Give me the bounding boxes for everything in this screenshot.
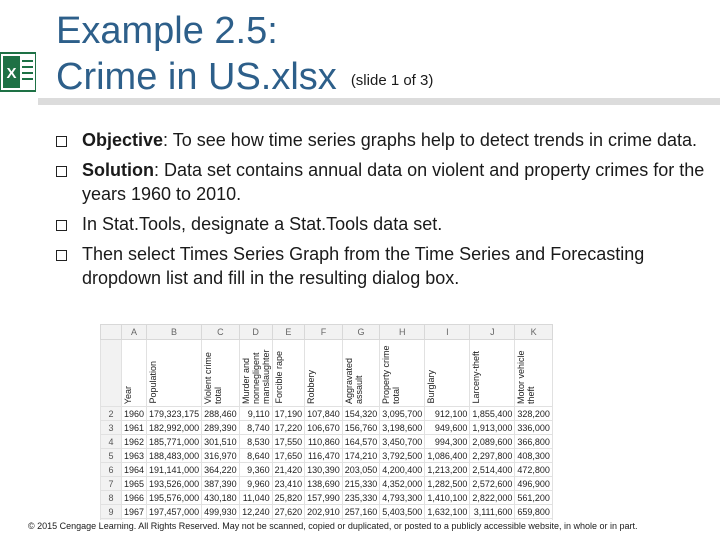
row-number [101,519,122,521]
table-row [101,519,553,521]
table-cell: 110,860 [305,435,343,449]
column-header: E [272,325,305,340]
table-cell: 336,000 [515,421,553,435]
table-cell: 1966 [122,491,147,505]
table-cell [515,519,553,521]
table-cell: 3,095,700 [380,407,425,421]
table-cell: 1,855,400 [470,407,515,421]
table-cell: 499,930 [202,505,240,519]
table-cell: 17,550 [272,435,305,449]
table-cell: 408,300 [515,449,553,463]
table-cell [272,519,305,521]
table-cell [122,519,147,521]
table-cell: 185,771,000 [147,435,202,449]
column-header: F [305,325,343,340]
table-cell: 116,470 [305,449,343,463]
field-header: Aggravated assault [342,340,380,407]
row-number: 8 [101,491,122,505]
table-cell: 191,141,000 [147,463,202,477]
table-cell: 496,900 [515,477,553,491]
table-row [101,435,553,449]
table-cell: 188,483,000 [147,449,202,463]
bullet-text: : Data set contains annual data on violent and property crimes for the years 1960 to 2010. [82,160,705,204]
bullet-box-icon [56,250,67,261]
table-cell: 156,760 [342,421,380,435]
bullet-text: : To see how time series graphs help to detect trends in crime data. [163,130,697,150]
table-cell [239,519,272,521]
table-cell: 1,282,500 [425,477,470,491]
title-filename: Crime in US.xlsx [56,56,337,98]
table-cell: 164,570 [342,435,380,449]
column-header: C [202,325,240,340]
table-row [101,505,553,519]
table-cell: 23,410 [272,477,305,491]
table-cell: 257,160 [342,505,380,519]
table-cell: 2,514,400 [470,463,515,477]
table-cell: 138,690 [305,477,343,491]
column-header: J [470,325,515,340]
corner-cell [101,325,122,340]
table-cell: 235,330 [342,491,380,505]
table-cell [202,519,240,521]
table-cell: 2,822,000 [470,491,515,505]
bullet-label: Solution [82,160,154,180]
table-row [101,463,553,477]
title-divider [38,98,720,105]
table-cell: 912,100 [425,407,470,421]
table-cell [470,519,515,521]
bullet-box-icon [56,220,67,231]
bullet-box-icon [56,166,67,177]
slide-title [56,8,433,108]
column-header: G [342,325,380,340]
table-cell: 195,576,000 [147,491,202,505]
table-cell: 17,220 [272,421,305,435]
table-cell: 5,403,500 [380,505,425,519]
table-cell [147,519,202,521]
table-cell: 25,820 [272,491,305,505]
table-cell: 8,640 [239,449,272,463]
table-cell [425,519,470,521]
table-cell: 203,050 [342,463,380,477]
table-cell: 8,530 [239,435,272,449]
table-cell: 288,460 [202,407,240,421]
table-row [101,477,553,491]
table-cell: 316,970 [202,449,240,463]
bullet-objective [52,128,712,152]
bullet-solution [52,158,712,206]
field-header: Year [122,340,147,407]
table-cell: 11,040 [239,491,272,505]
table-cell: 387,390 [202,477,240,491]
table-cell: 2,572,600 [470,477,515,491]
bullet-select [52,242,712,290]
bullet-box-icon [56,136,67,147]
table-cell: 366,800 [515,435,553,449]
table-cell: 157,990 [305,491,343,505]
column-header: B [147,325,202,340]
table-cell: 9,360 [239,463,272,477]
table-cell: 1962 [122,435,147,449]
table-cell: 472,800 [515,463,553,477]
field-header: Population [147,340,202,407]
table-cell [342,519,380,521]
table-row [101,421,553,435]
table-cell: 3,111,600 [470,505,515,519]
table-cell [380,519,425,521]
table-cell: 215,330 [342,477,380,491]
table-cell: 4,200,400 [380,463,425,477]
table-cell: 1,632,100 [425,505,470,519]
field-header: Violent crime total [202,340,240,407]
row-number: 9 [101,505,122,519]
row-number: 6 [101,463,122,477]
table-cell: 659,800 [515,505,553,519]
title-line-1: Example 2.5: [56,10,278,52]
bullet-designate [52,212,712,236]
table-row [101,491,553,505]
row-number: 2 [101,407,122,421]
row-number: 5 [101,449,122,463]
table-cell: 17,190 [272,407,305,421]
table-cell: 1,213,200 [425,463,470,477]
table-cell: 4,352,000 [380,477,425,491]
row-number [101,340,122,407]
table-cell: 9,110 [239,407,272,421]
table-cell: 179,323,175 [147,407,202,421]
table-cell: 1,913,000 [470,421,515,435]
bullet-list [52,128,712,296]
table-cell: 3,792,500 [380,449,425,463]
table-cell: 1,086,400 [425,449,470,463]
row-number: 3 [101,421,122,435]
table-cell: 3,198,600 [380,421,425,435]
table-cell: 174,210 [342,449,380,463]
table-cell: 27,620 [272,505,305,519]
field-header: Motor vehicle theft [515,340,553,407]
column-header: I [425,325,470,340]
table-cell: 17,650 [272,449,305,463]
table-cell: 106,670 [305,421,343,435]
table-cell: 107,840 [305,407,343,421]
table-cell: 182,992,000 [147,421,202,435]
bullet-text: Then select Times Series Graph from the Time Series and Forecasting dropdown list and fill in the resulting dialog box. [82,244,645,288]
table-cell: 328,200 [515,407,553,421]
table-cell: 8,740 [239,421,272,435]
field-header: Property crime total [380,340,425,407]
table-cell: 202,910 [305,505,343,519]
table-cell [305,519,343,521]
field-header: Larceny-theft [470,340,515,407]
row-number: 4 [101,435,122,449]
copyright-notice: © 2015 Cengage Learning. All Rights Reserved. May not be scanned, copied or duplicated, or posted to a publicly accessible website, in whole or in part. [28,521,638,531]
table-row [101,407,553,421]
table-cell: 1961 [122,421,147,435]
column-header: A [122,325,147,340]
table-cell: 3,450,700 [380,435,425,449]
spreadsheet-body [101,407,553,521]
table-cell: 193,526,000 [147,477,202,491]
column-header: K [515,325,553,340]
table-cell: 154,320 [342,407,380,421]
table-cell: 301,510 [202,435,240,449]
table-cell: 364,220 [202,463,240,477]
table-cell: 994,300 [425,435,470,449]
bullet-text: In Stat.Tools, designate a Stat.Tools data set. [82,214,443,234]
table-cell: 561,200 [515,491,553,505]
table-cell: 9,960 [239,477,272,491]
table-cell: 289,390 [202,421,240,435]
table-cell: 130,390 [305,463,343,477]
column-header: D [239,325,272,340]
table-cell: 12,240 [239,505,272,519]
title-subtitle: (slide 1 of 3) [350,72,434,89]
table-cell: 1965 [122,477,147,491]
column-header: H [380,325,425,340]
bullet-label: Objective [82,130,164,150]
table-cell: 1964 [122,463,147,477]
table-cell: 430,180 [202,491,240,505]
field-header: Burglary [425,340,470,407]
table-cell: 2,089,600 [470,435,515,449]
spreadsheet-screenshot [100,324,600,520]
table-cell: 949,600 [425,421,470,435]
field-header: Murder and nonnegligent manslaughter [239,340,272,407]
field-header: Forcible rape [272,340,305,407]
table-cell: 4,793,300 [380,491,425,505]
table-cell: 2,297,800 [470,449,515,463]
table-cell: 1,410,100 [425,491,470,505]
table-row [101,449,553,463]
row-number: 7 [101,477,122,491]
table-cell: 1967 [122,505,147,519]
table-cell: 197,457,000 [147,505,202,519]
table-cell: 21,420 [272,463,305,477]
field-header: Robbery [305,340,343,407]
excel-icon-letter: X [6,65,17,82]
table-cell: 1960 [122,407,147,421]
excel-icon [0,49,36,95]
table-cell: 1963 [122,449,147,463]
